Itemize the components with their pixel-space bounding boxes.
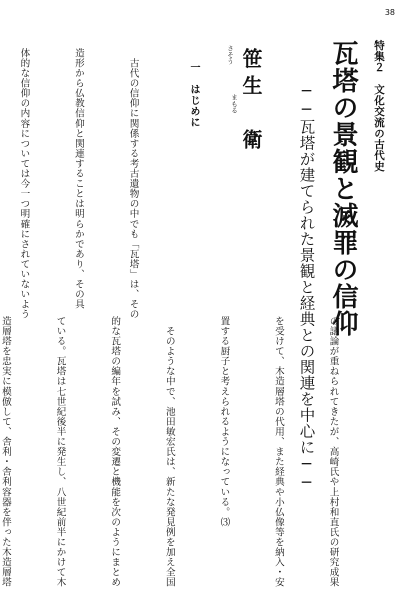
body-line: そのような中で、池田敏宏氏は、新たな発見例を加え全国 — [163, 316, 175, 588]
body-line: ている。瓦塔は七世紀後半に発生し、八世紀前半にかけて木 — [54, 316, 66, 588]
article-title: 瓦塔の景観と滅罪の信仰 — [328, 40, 358, 337]
body-line: 造形から仏教信仰と関連することは明らかであり、その具 — [72, 48, 84, 310]
article-subtitle: ──瓦塔が建てられた景観と経典との関連を中心に── — [297, 82, 316, 492]
author-ruby-given: まもる — [230, 94, 238, 114]
section-heading: 一 はじめに — [188, 62, 199, 128]
body-column-bottom — [0, 316, 378, 592]
body-column-top — [18, 48, 178, 320]
body-line: 古代の信仰に関係する考古遺物の中でも「瓦塔」は、その — [127, 48, 139, 320]
page-number: 38 — [384, 8, 395, 17]
body-line: 体的な信仰の内容については今一つ明確にされていないよう — [18, 48, 30, 320]
body-line: 置する厨子と考えられるようになっている。⑶ — [218, 316, 230, 528]
author-ruby-surname: さそう — [226, 45, 234, 65]
body-line: 的な瓦塔の編年を試み、その変遷と機能を次のようにまとめ — [109, 316, 121, 588]
author-name: 笹生 衛 — [239, 48, 263, 156]
body-line: の議論が重ねられてきたが、高崎氏や上村和直氏の研究成果 — [327, 316, 339, 588]
series-label: 特集２ 文化交流の古代史 — [373, 40, 385, 172]
body-line: 造層塔を忠実に模倣して、舎利・舎利容器を伴った木造層塔 — [0, 316, 11, 588]
body-line: を受けて、木造層塔の代用、また経典や小仏像等を納入・安 — [272, 316, 284, 588]
